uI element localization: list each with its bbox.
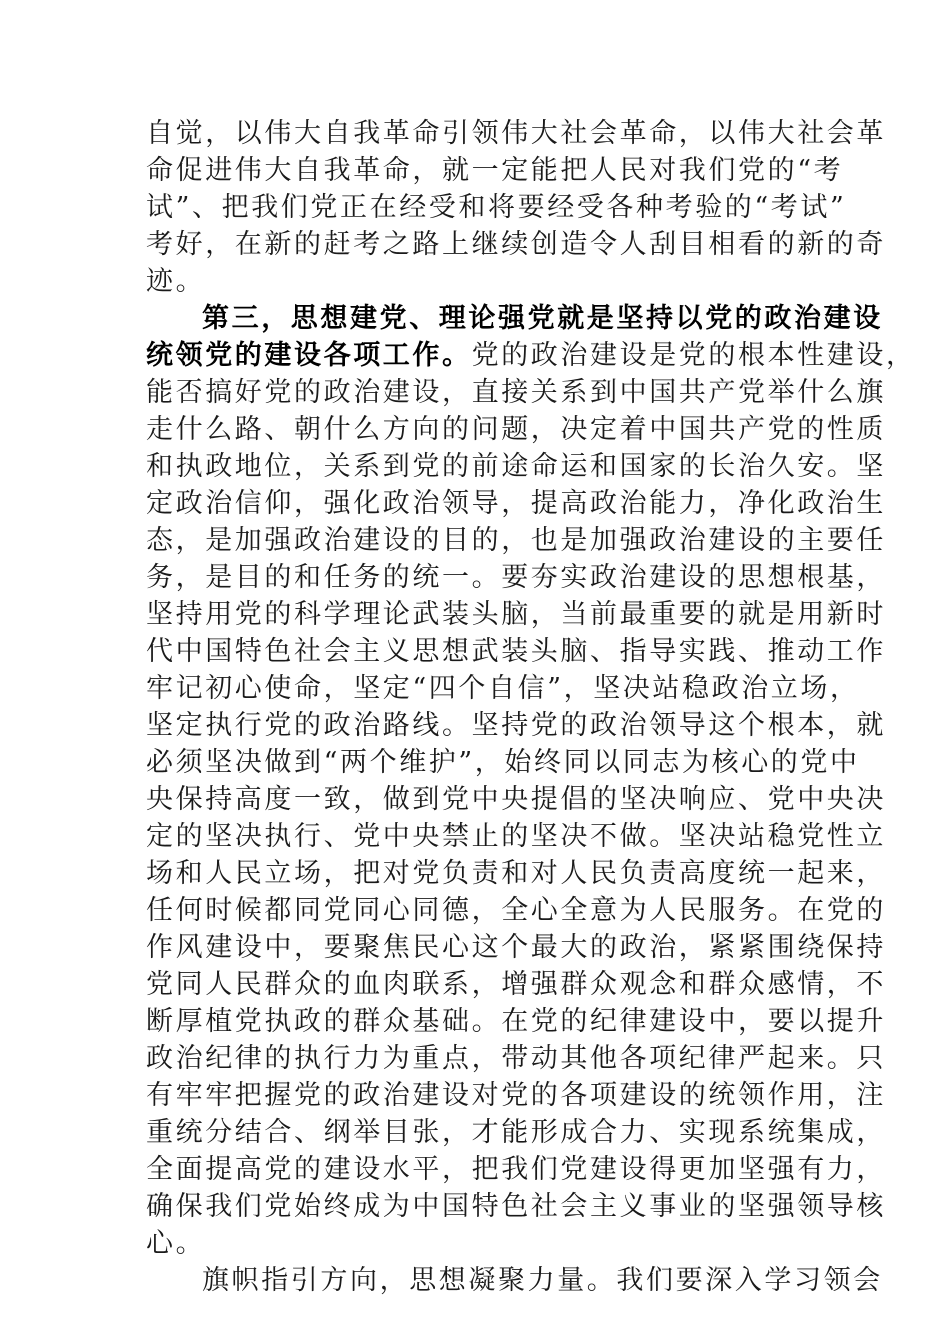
line-text: 党的政治建设是党的根本性建设， [471, 340, 916, 371]
text-line: 考好，在新的赶考之路上继续创造令人刮目相看的新的奇 [146, 229, 886, 260]
text-line: 有牢牢把握党的政治建设对党的各项建设的统领作用，注 [146, 1080, 886, 1111]
text-line: 定的坚决执行、党中央禁止的坚决不做。坚决站稳党性立 [146, 821, 886, 852]
text-line: 全面提高党的建设水平，把我们党建设得更加坚强有力， [146, 1154, 886, 1185]
text-line: 试”、把我们党正在经受和将要经受各种考验的“考试” [146, 192, 847, 223]
text-line: 走什么路、朝什么方向的问题，决定着中国共产党的性质 [146, 414, 886, 445]
text-line: 党同人民群众的血肉联系，增强群众观念和群众感情，不 [146, 969, 886, 1000]
text-line: 任何时候都同党同心同德，全心全意为人民服务。在党的 [146, 895, 886, 926]
section-heading-line [146, 300, 883, 337]
text-line: 态，是加强政治建设的目的，也是加强政治建设的主要任 [146, 525, 886, 556]
paragraph-start-line: 旗帜指引方向，思想凝聚力量。我们要深入学习领会 [202, 1265, 883, 1296]
text-line: 场和人民立场，把对党负责和对人民负责高度统一起来， [146, 858, 886, 889]
text-line: 牢记初心使命，坚定“四个自信”，坚决站稳政治立场， [146, 673, 860, 704]
text-line: 命促进伟大自我革命，就一定能把人民对我们党的“考 [146, 155, 844, 186]
text-line: 作风建设中，要聚焦民心这个最大的政治，紧紧围绕保持 [146, 932, 886, 963]
text-line: 迹。 [146, 266, 206, 297]
text-line: 必须坚决做到“两个维护”，始终同以同志为核心的党中 [146, 747, 860, 778]
text-line: 重统分结合、纲举目张，才能形成合力、实现系统集成， [146, 1117, 886, 1148]
document-body [146, 115, 916, 1299]
text-line: 央保持高度一致，做到党中央提倡的坚决响应、党中央决 [146, 784, 886, 815]
text-line: 断厚植党执政的群众基础。在党的纪律建设中，要以提升 [146, 1006, 886, 1037]
text-line: 政治纪律的执行力为重点，带动其他各项纪律严起来。只 [146, 1043, 886, 1074]
section-heading-line [146, 337, 916, 374]
text-line: 能否搞好党的政治建设，直接关系到中国共产党举什么旗 [146, 377, 886, 408]
text-line: 确保我们党始终成为中国特色社会主义事业的坚强领导核 [146, 1191, 886, 1222]
text-line: 定政治信仰，强化政治领导，提高政治能力，净化政治生 [146, 488, 886, 519]
text-line: 代中国特色社会主义思想武装头脑、指导实践、推动工作 [146, 636, 886, 667]
text-line: 务，是目的和任务的统一。要夯实政治建设的思想根基， [146, 562, 886, 593]
bold-heading-text: 统领党的建设各项工作。 [146, 340, 472, 371]
text-line: 坚持用党的科学理论武装头脑，当前最重要的就是用新时 [146, 599, 886, 630]
text-line: 坚定执行党的政治路线。坚持党的政治领导这个根本，就 [146, 710, 886, 741]
text-line: 自觉，以伟大自我革命引领伟大社会革命，以伟大社会革 [146, 118, 886, 149]
text-line: 心。 [146, 1228, 206, 1259]
text-line: 和执政地位，关系到党的前途命运和国家的长治久安。坚 [146, 451, 886, 482]
bold-heading-text: 第三，思想建党、理论强党就是坚持以党的政治建设 [202, 303, 883, 334]
